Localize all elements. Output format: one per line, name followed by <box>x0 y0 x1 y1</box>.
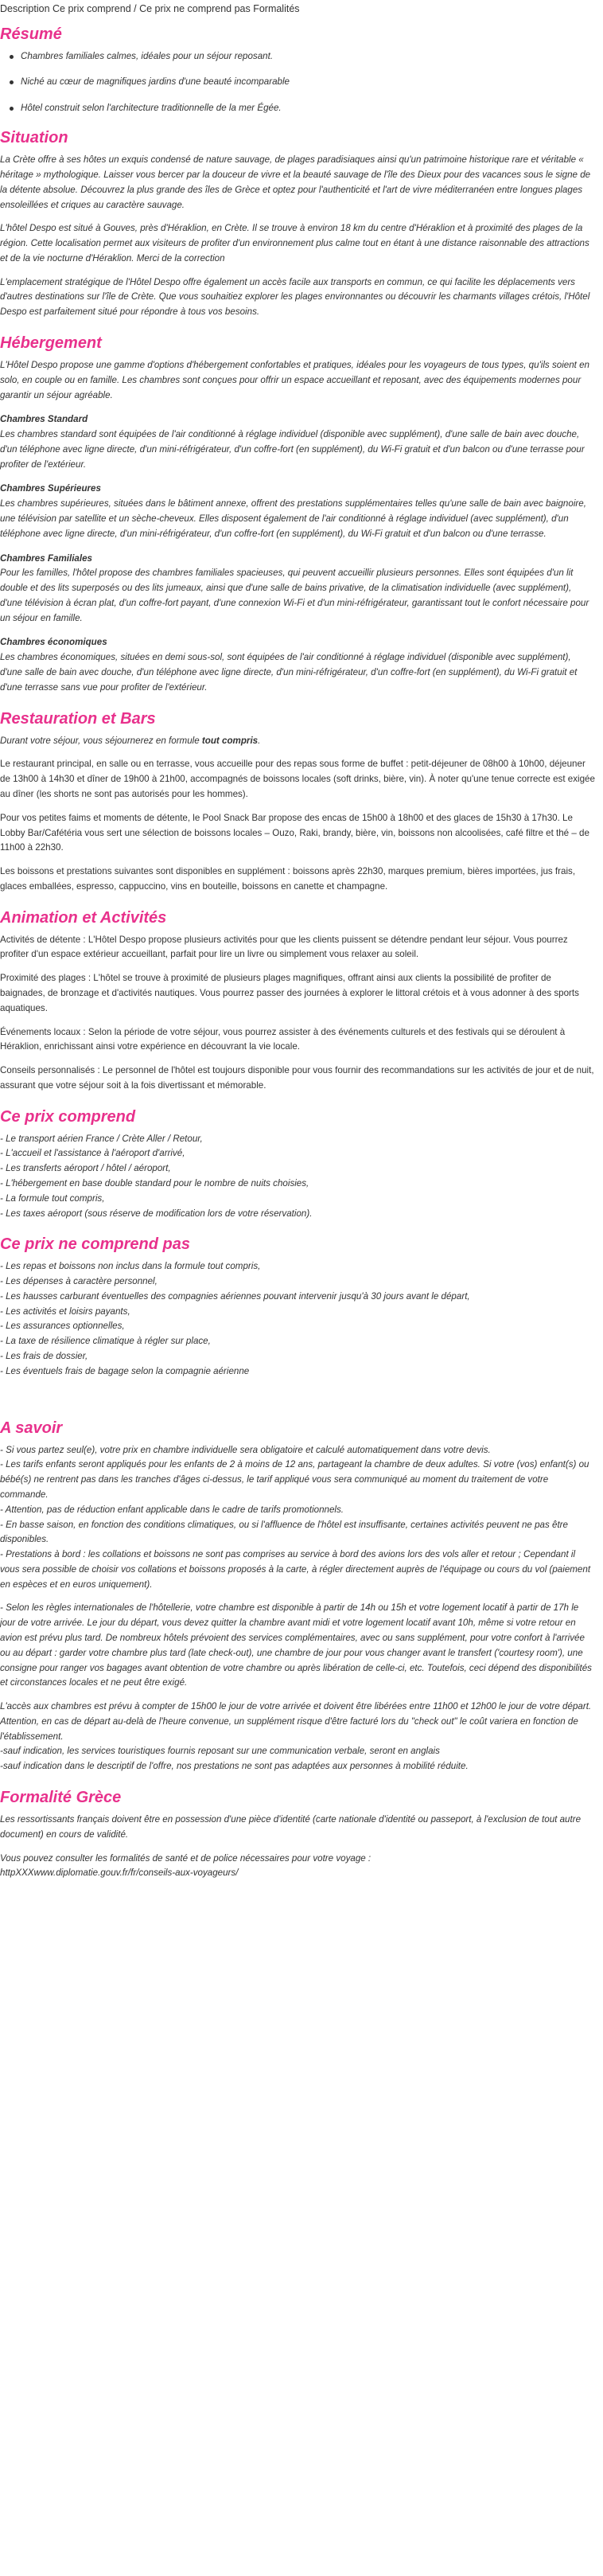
restauration-intro <box>0 734 595 749</box>
included-item: - Les taxes aéroport (sous réserve de modification lors de votre réservation). <box>0 1208 313 1219</box>
room-type-title: Chambres Standard <box>0 414 88 425</box>
animation-paragraph: Proximité des plages : L'hôtel se trouve à proximité de plusieurs plages magnifiques, offrant ainsi aux clients la possibilité de profiter de baignades, de bronzage et d'activités nautiques. Vous pourrez passer des journées à explorer le littoral crétois et à vous adonner à des sports aquatiques. <box>0 973 579 1013</box>
section-ne-comprend <box>0 1234 595 1379</box>
section-title-hebergement: Hébergement <box>0 334 102 352</box>
room-type-description: Les chambres économiques, situées en demi sous-sol, sont équipées de l'air conditionné à réglage individuel (disponible avec supplément), d'une salle de bain avec douche, d'un téléphone avec ligne directe, d'un mini-réfrigérateur, d'un coffre-fort (en supplément), du Wi-Fi gratuit et d'une terrasse sans vue pour profiter de l'extérieur. <box>0 652 578 693</box>
a-savoir-list <box>0 1700 595 1774</box>
a-savoir-item: Attention, en cas de départ au-delà de l'heure convenue, un supplément risque d'être facturé lors du "check out" le coût variera en fonction de l'établissement. <box>0 1715 578 1742</box>
included-item: - La formule tout compris, <box>0 1192 105 1204</box>
section-title-situation: Situation <box>0 129 68 147</box>
excluded-item: - Les dépenses à caractère personnel, <box>0 1276 158 1287</box>
gap <box>0 1592 595 1601</box>
formula-label: tout compris <box>201 735 259 746</box>
section-situation <box>0 127 595 320</box>
a-savoir-item: L'accès aux chambres est prévu à compter de 15h00 le jour de votre arrivée et doivent être libérées entre 11h00 et 12h00 le jour de votre départ. <box>0 1701 592 1712</box>
restauration-paragraph: Les boissons et prestations suivantes sont disponibles en supplément : boissons après 22h30, marques premium, bières importées, jus frais, glaces emballées, espresso, cappuccino, vins en bouteille, boissons en canette et champagne. <box>0 866 576 892</box>
room-type-description: Les chambres supérieures, situées dans le bâtiment annexe, offrent des prestations supplémentaires telles qu'une salle de bain avec baignoire, une télévision par satellite et un sèche-cheveux. Elles disposent également de l'air conditionné à réglage individuel (avec supplément), d'un téléphone avec ligne directe, d'un mini-réfrigérateur, d'un coffre-fort (en supplément), du Wi-Fi gratuit et d'un balcon ou d'une terrasse. <box>0 498 586 539</box>
room-type-title: Chambres Supérieures <box>0 483 101 494</box>
situation-paragraph: L'hôtel Despo est situé à Gouves, près d'Héraklion, en Crète. Il se trouve à environ 18 km du centre d'Héraklion et à proximité des plages de la région. Cette localisation permet aux visiteurs de profiter d'un environnement plus calme tout en étant à une distance raisonnable des attractions et de la vie nocturne d'Héraklion. Merci de la correction <box>0 223 589 263</box>
a-savoir-item: -sauf indication dans le descriptif de l'offre, nos prestations ne sont pas adaptées aux personnes à mobilité réduite. <box>0 1761 469 1772</box>
excluded-item: - Les hausses carburant éventuelles des compagnies aériennes pouvant intervenir jusqu'à 30 jours avant le départ, <box>0 1290 470 1302</box>
animation-paragraph: Événements locaux : Selon la période de votre séjour, vous pourrez assister à des événements culturels et des festivals qui se déroulent à Héraklion, enrichissant ainsi votre expérience en découvrant la vie locale. <box>0 1026 566 1052</box>
excluded-list <box>0 1259 595 1379</box>
diplomatie-link[interactable]: httpXXXwww.diplomatie.gouv.fr/fr/conseils-aux-voyageurs/ <box>0 1868 239 1879</box>
resume-bullet-list <box>0 49 595 115</box>
room-type-description: Pour les familles, l'hôtel propose des chambres familiales spacieuses, qui peuvent accueillir plusieurs personnes. Elles sont équipées d'un lit double et des lits superposés ou des lits jumeaux, ainsi que d'une salle de bains privative, de la climatisation individuelle (avec supplément), d'une télévision à écran plat, d'un coffre-fort payant, d'une connexion Wi-Fi et d'un mini-réfrigérateur, garantissant tout le confort nécessaire pour un séjour en famille. <box>0 568 589 623</box>
a-savoir-item: - Attention, pas de réduction enfant applicable dans le cadre de tarifs promotionnels. <box>0 1504 344 1515</box>
section-animation <box>0 907 595 1094</box>
animation-paragraph: Conseils personnalisés : Le personnel de l'hôtel est toujours disponible pour vous fournir des recommandations sur les activités de jour et de nuit, assurant que votre séjour soit à la fois divertissant et mémorable. <box>0 1065 594 1091</box>
resume-bullet: Hôtel construit selon l'architecture traditionnelle de la mer Égée. <box>21 101 595 115</box>
a-savoir-list <box>0 1443 595 1593</box>
a-savoir-item: - Selon les règles internationales de l'hôtellerie, votre chambre est disponible à partir de 14h ou 15h et votre logement locatif à partir de 17h le jour de votre arrivée. Le jour du départ, vous devez quitter la chambre avant midi et votre logement locatif avant 10h, même si votre retour en avion est prévu plus tard. De nombreux hôtels prévoient des services complémentaires, avec ou sans supplément, pour votre confort à l'arrivée ou au départ : garder votre chambre plus tard (late check-out), une chambre de jour pour vous changer avant le transfert ('courtesy room'), une consigne pour ranger vos bagages avant obtention de votre chambre ou après libération de celle-ci, etc. Toutefois, ceci dépend des disponibilités et circonstances locales et ne peut être exigé. <box>0 1602 592 1688</box>
section-title-restauration: Restauration et Bars <box>0 709 156 728</box>
a-savoir-item: - En basse saison, en fonction des conditions climatiques, ou si l'affluence de l'hôtel est insuffisante, certaines activités peuvent ne pas être disponibles. <box>0 1519 568 1545</box>
excluded-item: - Les repas et boissons non inclus dans la formule tout compris, <box>0 1261 261 1272</box>
section-formalite <box>0 1787 595 1881</box>
restauration-paragraph: Pour vos petites faims et moments de détente, le Pool Snack Bar propose des encas de 15h00 à 18h00 et des glaces de 15h30 à 17h30. Le Lobby Bar/Cafétéria vous sert une sélection de boissons locales – Ouzo, Raki, brandy, bière, vin, boissons non alcoolisées, café filtre et thé – de 11h00 à 22h30. <box>0 812 589 853</box>
formalite-paragraph: Les ressortissants français doivent être en possession d'une pièce d'identité (carte nationale d'identité ou passeport, à l'exclusion de tout autre document) en cours de validité. <box>0 1814 582 1840</box>
restauration-intro-end: . <box>258 735 261 746</box>
a-savoir-list <box>0 1601 595 1691</box>
formalite-paragraph: Vous pouvez consulter les formalités de santé et de police nécessaires pour votre voyage : <box>0 1852 372 1864</box>
a-savoir-item: - Les tarifs enfants seront appliqués pour les enfants de 2 à moins de 12 ans, partageant la chambre de deux adultes. Si votre (vos) enfant(s) ou bébé(s) ne rentrent pas dans les tranches d'âges ci-dessus, le tarif appliqué vous sera communiqué au moment du traitement de votre commande. <box>0 1459 589 1500</box>
excluded-item: - Les frais de dossier, <box>0 1351 88 1362</box>
a-savoir-item: -sauf indication, les services touristiques fournis reposant sur une communication verbale, seront en anglais <box>0 1746 440 1757</box>
included-item: - Les transferts aéroport / hôtel / aéroport, <box>0 1163 171 1174</box>
resume-bullet: Niché au cœur de magnifiques jardins d'une beauté incomparable <box>21 75 595 88</box>
room-type-title: Chambres Familiales <box>0 552 92 564</box>
animation-paragraph: Activités de détente : L'Hôtel Despo propose plusieurs activités pour que les clients puissent se détendre pendant leur séjour. Vous pourrez profiter d'un espace extérieur accueillant, parfait pour lire un livre ou simplement vous relaxer au soleil. <box>0 934 568 960</box>
excluded-item: - Les activités et loisirs payants, <box>0 1306 130 1317</box>
section-comprend <box>0 1107 595 1222</box>
restauration-paragraph: Le restaurant principal, en salle ou en terrasse, vous accueille pour des repas sous forme de buffet : petit-déjeuner de 08h00 à 10h00, déjeuner de 13h00 à 14h30 et dîner de 19h00 à 21h00, accompagnés de boissons locales (soft drinks, bière, vin). À noter qu'une tenue correcte est exigée au dîner (les shorts ne sont pas autorisés pour les hommes). <box>0 759 595 799</box>
spacer <box>0 1392 595 1418</box>
breadcrumb: Description Ce prix comprend / Ce prix ne comprend pas Formalités <box>0 3 300 14</box>
gap <box>0 1691 595 1700</box>
excluded-item: - Les assurances optionnelles, <box>0 1321 125 1332</box>
section-hebergement <box>0 333 595 696</box>
room-type-description: Les chambres standard sont équipées de l'air conditionné à réglage individuel (disponible avec supplément), d'une salle de bain avec douche, d'un téléphone avec ligne directe, d'un mini-réfrigérateur, d'un coffre-fort (en supplément), du Wi-Fi gratuit et d'un balcon ou d'une terrasse pour profiter de l'extérieur. <box>0 429 585 470</box>
section-restauration <box>0 708 595 895</box>
section-title-resume: Résumé <box>0 25 62 43</box>
included-item: - Le transport aérien France / Crète Aller / Retour, <box>0 1133 203 1144</box>
section-resume <box>0 24 595 115</box>
room-type-title: Chambres économiques <box>0 637 107 648</box>
excluded-item: - La taxe de résilience climatique à régler sur place, <box>0 1336 211 1347</box>
section-title-animation: Animation et Activités <box>0 908 167 927</box>
a-savoir-item: - Si vous partez seul(e), votre prix en chambre individuelle sera obligatoire et calculé automatiquement dans votre devis. <box>0 1444 491 1455</box>
section-a-savoir <box>0 1418 595 1774</box>
excluded-item: - Les éventuels frais de bagage selon la compagnie aérienne <box>0 1365 250 1376</box>
section-title-comprend: Ce prix comprend <box>0 1107 136 1126</box>
resume-bullet: Chambres familiales calmes, idéales pour un séjour reposant. <box>21 49 595 63</box>
included-item: - L'hébergement en base double standard pour le nombre de nuits choisies, <box>0 1178 309 1189</box>
section-title-ne-comprend: Ce prix ne comprend pas <box>0 1235 190 1254</box>
hebergement-intro: L'Hôtel Despo propose une gamme d'options d'hébergement confortables et pratiques, idéales pour les voyageurs de tous types, qu'ils soient en solo, en couple ou en famille. Les chambres sont conçues pour offrir un espace accueillant et reposant, avec des équipements modernes pour garantir un séjour agréable. <box>0 359 590 400</box>
restauration-intro-text: Durant votre séjour, vous séjournerez en formule <box>0 735 202 746</box>
included-item: - L'accueil et l'assistance à l'aéroport d'arrivé, <box>0 1148 185 1159</box>
section-title-formalite: Formalité Grèce <box>0 1789 122 1807</box>
section-title-a-savoir: A savoir <box>0 1419 63 1437</box>
a-savoir-item: - Prestations à bord : les collations et boissons ne sont pas comprises au service à bord des avions lors des vols aller et retour ; Cependant il vous sera possible de choisir vos collations et boissons proposés à la carte, à régler directement auprès de l'équipage ou cours du vol (paiement en espèces et en euros uniquement). <box>0 1549 591 1590</box>
included-list <box>0 1132 595 1222</box>
situation-paragraph: La Crète offre à ses hôtes un exquis condensé de nature sauvage, de plages paradisiaques ainsi qu'un patrimoine historique rare et véritable « héritage » mythologique. Laisser vous bercer par la douceur de vivre et la beauté sauvage de l'île des Dieux pour des vacances sous le signe de la détente absolue. Découvrez la plus grande des îles de Grèce et optez pour l'authenticité et l'art de vivre méditerranéen entre longues plages ensoleillées et criques au caractère sauvage. <box>0 154 591 210</box>
situation-paragraph: L'emplacement stratégique de l'Hôtel Despo offre également un accès facile aux transports en commun, ce qui facilite les déplacements vers d'autres destinations sur l'île de Crète. Que vous souhaitiez explorer les plages environnantes ou découvrir les charmants villages crétois, l'Hôtel Despo est parfaitement situé pour répondre à tous vos besoins. <box>0 276 590 318</box>
